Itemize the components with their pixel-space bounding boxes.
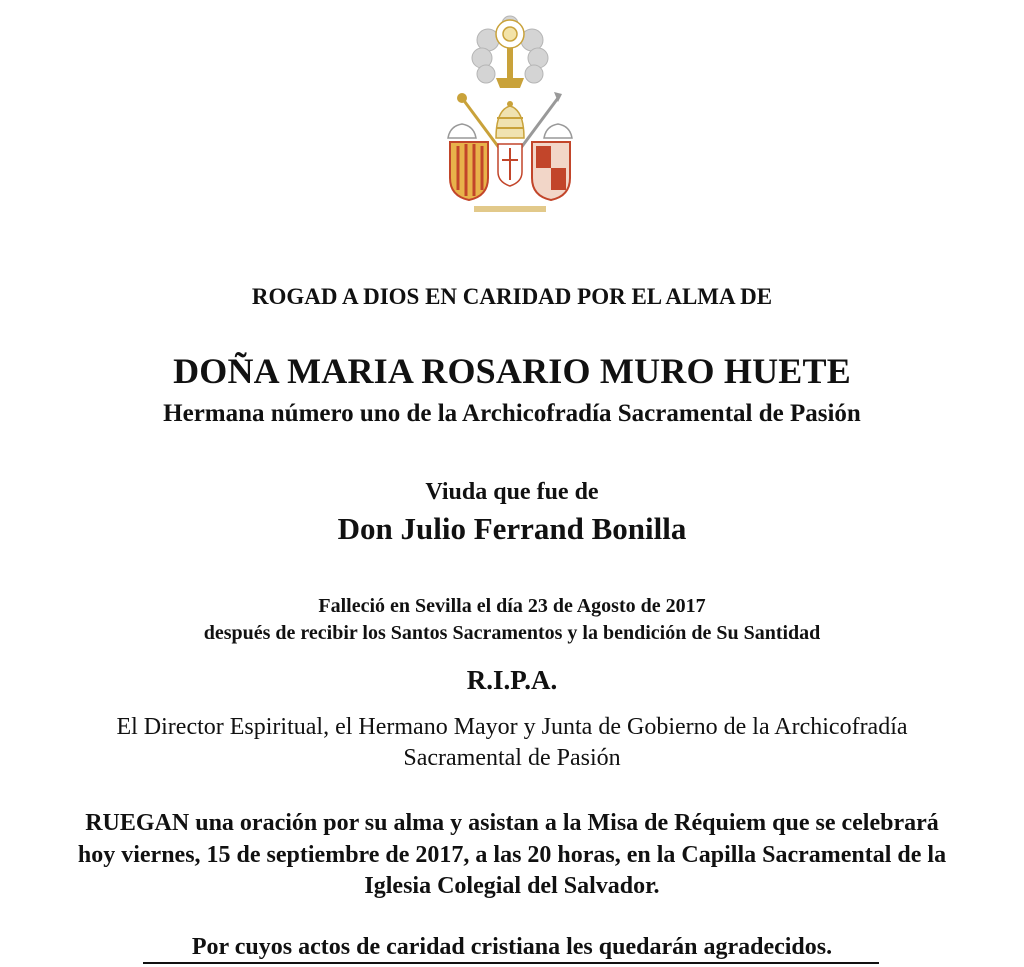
fallecio-line-1: Falleció en Sevilla el día 23 de Agosto de 2017 [318,595,706,617]
closing-line: Por cuyos actos de caridad cristiana les quedarán agradecidos. [191,934,833,960]
rogad-heading: ROGAD A DIOS EN CARIDAD POR EL ALMA DE [251,284,773,309]
director-line-1: El Director Espiritual, el Hermano Mayor y Junta de Gobierno de la Archicofradía [116,714,908,740]
ruegan-line-1: RUEGAN una oración por su alma y asistan a la Misa de Réquiem que se celebrará [85,810,939,836]
hermana-line: Hermana número uno de la Archicofradía Sacramental de Pasión [163,400,861,427]
viuda-label: Viuda que fue de [425,479,599,505]
director-line-2: Sacramental de Pasión [403,745,621,771]
fallecio-line-2: después de recibir los Santos Sacramentos y la bendición de Su Santidad [203,622,821,644]
closing-underline [143,962,879,964]
spouse-name: Don Julio Ferrand Bonilla [337,511,687,546]
ripa-text: R.I.P.A. [466,665,558,695]
ruegan-line-2: hoy viernes, 15 de septiembre de 2017, a las 20 horas, en la Capilla Sacramental de la [77,842,947,868]
deceased-name: DOÑA MARIA ROSARIO MURO HUETE [173,351,851,391]
ruegan-line-3: Iglesia Colegial del Salvador. [364,873,660,899]
brotherhood-crest-icon [440,6,580,218]
